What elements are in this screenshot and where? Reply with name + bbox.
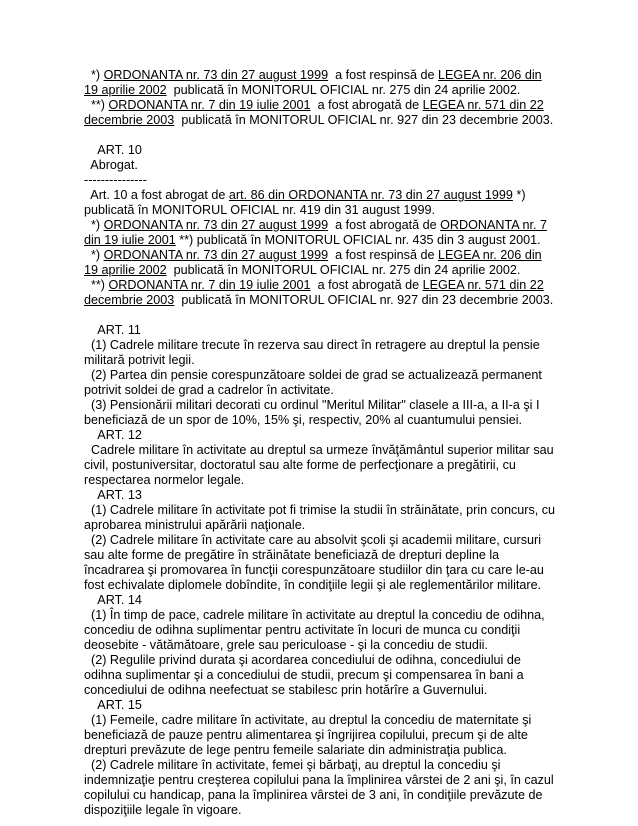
text-line bbox=[84, 578, 554, 593]
text-line bbox=[84, 638, 554, 653]
text-segment: Abrogat. bbox=[84, 158, 138, 172]
blank-line bbox=[84, 308, 554, 323]
text-segment: publicată în MONITORUL OFICIAL nr. 275 din 24 aprilie 2002. bbox=[166, 263, 521, 277]
text-segment: publicată în MONITORUL OFICIAL nr. 419 din 31 august 1999. bbox=[84, 203, 435, 217]
text-line bbox=[84, 113, 554, 128]
text-segment: ART. 15 bbox=[84, 698, 142, 712]
text-line bbox=[84, 248, 554, 263]
text-line bbox=[84, 98, 554, 113]
text-segment: *) bbox=[84, 218, 104, 232]
text-segment: ART. 13 bbox=[84, 488, 142, 502]
text-segment: --------------- bbox=[84, 173, 147, 187]
law-reference-link[interactable]: LEGEA nr. 571 din 22 bbox=[422, 278, 544, 292]
text-segment: **) bbox=[84, 98, 109, 112]
law-reference-link[interactable]: LEGEA nr. 571 din 22 bbox=[422, 98, 544, 112]
text-segment: ART. 14 bbox=[84, 593, 142, 607]
text-line bbox=[84, 518, 554, 533]
text-segment: concediului de odihna neefectuat se stabilesc prin hotărîre a Guvernului. bbox=[84, 683, 488, 697]
text-segment: deosebite - vătămătoare, grele sau periculoase - şi la concediu de studii. bbox=[84, 638, 488, 652]
text-line bbox=[84, 608, 554, 623]
text-line bbox=[84, 323, 554, 338]
text-segment: dispoziţiile legale în vigoare. bbox=[84, 803, 242, 817]
text-segment: copilului cu handicap, pana la împlinirea vârstei de 3 ani, în condiţiile prevăzute de bbox=[84, 788, 543, 802]
text-segment: Cadrele militare în activitate au dreptul sa urmeze învăţământul superior militar sau bbox=[84, 443, 554, 457]
text-segment: fost echivalate diplomele dobîndite, în condiţiile legii şi ale reglementărilor militare. bbox=[84, 578, 542, 592]
text-segment: (3) Pensionării militari decorati cu ordinul "Meritul Militar" clasele a III-a, a II-a şi I bbox=[84, 398, 540, 412]
law-reference-link[interactable]: ORDONANTA nr. 7 din 19 iulie 2001 bbox=[108, 98, 311, 112]
text-line bbox=[84, 788, 554, 803]
text-line bbox=[84, 563, 554, 578]
law-reference-link[interactable]: decembrie 2003 bbox=[84, 113, 175, 127]
text-segment: *) bbox=[84, 68, 104, 82]
text-segment: Art. 10 a fost abrogat de bbox=[84, 188, 229, 202]
text-line bbox=[84, 203, 554, 218]
text-line bbox=[84, 428, 554, 443]
text-line bbox=[84, 668, 554, 683]
law-reference-link[interactable]: LEGEA nr. 206 din bbox=[438, 68, 542, 82]
law-reference-link[interactable]: ORDONANTA nr. 73 din 27 august 1999 bbox=[103, 68, 329, 82]
law-reference-link[interactable]: ORDONANTA nr. 7 bbox=[440, 218, 547, 232]
text-segment: (2) Cadrele militare în activitate care au absolvit şcoli şi academii militare, cursuri bbox=[84, 533, 542, 547]
text-line bbox=[84, 293, 554, 308]
text-segment: (2) Partea din pensie corespunzătoare soldei de grad se actualizează permanent bbox=[84, 368, 542, 382]
text-segment: drepturi prevăzute de lege pentru femeile salariate din administraţia publica. bbox=[84, 743, 507, 757]
text-line bbox=[84, 698, 554, 713]
text-segment: publicată în MONITORUL OFICIAL nr. 927 din 23 decembrie 2003. bbox=[174, 113, 554, 127]
text-line bbox=[84, 218, 554, 233]
text-line bbox=[84, 233, 554, 248]
text-line bbox=[84, 413, 554, 428]
text-segment: (1) Cadrele militare în activitate pot fi trimise la studii în străinătate, prin concurs, cu bbox=[84, 503, 556, 517]
text-segment: ART. 10 bbox=[84, 143, 142, 157]
text-segment: indemnizaţie pentru creşterea copilului pana la împlinirea vârstei de 2 ani şi, în cazul bbox=[84, 773, 554, 787]
text-segment: (2) Regulile privind durata şi acordarea concediului de odihna, concediului de bbox=[84, 653, 521, 667]
text-segment: publicată în MONITORUL OFICIAL nr. 927 din 23 decembrie 2003. bbox=[174, 293, 554, 307]
text-line bbox=[84, 188, 554, 203]
text-segment: beneficiază de un spor de 10%, 15% şi, respectiv, 20% al cuantumului pensiei. bbox=[84, 413, 523, 427]
text-line bbox=[84, 503, 554, 518]
text-segment: (1) În timp de pace, cadrele militare în activitate au dreptul la concediu de odihna, bbox=[84, 608, 545, 622]
text-segment: sau alte forme de pregătire în străinătate beneficiază de drepturi depline la bbox=[84, 548, 500, 562]
law-reference-link[interactable]: LEGEA nr. 206 din bbox=[438, 248, 542, 262]
text-line bbox=[84, 533, 554, 548]
law-reference-link[interactable]: ORDONANTA nr. 73 din 27 august 1999 bbox=[103, 248, 329, 262]
text-line bbox=[84, 803, 554, 818]
text-line bbox=[84, 743, 554, 758]
text-segment: ART. 12 bbox=[84, 428, 142, 442]
text-line bbox=[84, 758, 554, 773]
document-body bbox=[84, 68, 554, 818]
text-line bbox=[84, 158, 554, 173]
text-segment: odihna suplimentar şi a concediului de studii, precum şi compensarea în bani a bbox=[84, 668, 524, 682]
text-line bbox=[84, 488, 554, 503]
text-segment: aprobarea ministrului apărării naţionale. bbox=[84, 518, 306, 532]
text-line bbox=[84, 263, 554, 278]
text-segment: publicată în MONITORUL OFICIAL nr. 275 din 24 aprilie 2002. bbox=[166, 83, 521, 97]
text-line bbox=[84, 623, 554, 638]
text-segment: militară potrivit legii. bbox=[84, 353, 195, 367]
text-line bbox=[84, 473, 554, 488]
text-line bbox=[84, 548, 554, 563]
law-reference-link[interactable]: decembrie 2003 bbox=[84, 293, 175, 307]
text-line bbox=[84, 443, 554, 458]
text-segment: *) bbox=[512, 188, 526, 202]
text-line bbox=[84, 278, 554, 293]
text-line bbox=[84, 173, 554, 188]
text-segment: (2) Cadrele militare în activitate, femei şi bărbaţi, au dreptul la concediu şi bbox=[84, 758, 501, 772]
text-line bbox=[84, 713, 554, 728]
text-segment: a fost abrogată de bbox=[310, 278, 423, 292]
text-segment: (1) Femeile, cadre militare în activitate, au dreptul la concediu de maternitate şi bbox=[84, 713, 532, 727]
text-line bbox=[84, 773, 554, 788]
text-segment: beneficiază de pauze pentru alimentarea şi îngrijirea copilului, precum şi de alte bbox=[84, 728, 528, 742]
text-segment: (1) Cadrele militare trecute în rezerva sau direct în retragere au dreptul la pensie bbox=[84, 338, 540, 352]
text-line bbox=[84, 593, 554, 608]
text-line bbox=[84, 68, 554, 83]
law-reference-link[interactable]: din 19 iulie 2001 bbox=[84, 233, 176, 247]
text-segment: ART. 11 bbox=[84, 323, 141, 337]
text-segment: respectarea normelor legale. bbox=[84, 473, 245, 487]
text-segment: a fost respinsă de bbox=[328, 68, 438, 82]
text-segment: *) bbox=[84, 248, 104, 262]
law-reference-link[interactable]: art. 86 din ORDONANTA nr. 73 din 27 august 1999 bbox=[228, 188, 513, 202]
text-line bbox=[84, 143, 554, 158]
text-line bbox=[84, 458, 554, 473]
text-segment: potrivit soldei de grad a cadrelor în activitate. bbox=[84, 383, 334, 397]
text-line bbox=[84, 728, 554, 743]
text-line bbox=[84, 383, 554, 398]
blank-line bbox=[84, 128, 554, 143]
law-reference-link[interactable]: ORDONANTA nr. 7 din 19 iulie 2001 bbox=[108, 278, 311, 292]
law-reference-link[interactable]: 19 aprilie 2002 bbox=[84, 83, 167, 97]
law-reference-link[interactable]: ORDONANTA nr. 73 din 27 august 1999 bbox=[103, 218, 329, 232]
text-line bbox=[84, 353, 554, 368]
text-segment: încadrarea şi promovarea în funcţii corespunzătoare studiilor din ţara cu care le-au bbox=[84, 563, 544, 577]
text-line bbox=[84, 398, 554, 413]
text-segment: a fost respinsă de bbox=[328, 248, 438, 262]
text-segment: concediu de odihna suplimentar pentru activitate în locuri de munca cu condiţii bbox=[84, 623, 521, 637]
text-segment: **) publicată în MONITORUL OFICIAL nr. 435 din 3 august 2001. bbox=[175, 233, 541, 247]
law-reference-link[interactable]: 19 aprilie 2002 bbox=[84, 263, 167, 277]
text-segment: civil, postuniversitar, doctoratul sau alte forme de perfecţionare a pregătirii, cu bbox=[84, 458, 516, 472]
text-segment: **) bbox=[84, 278, 109, 292]
text-line bbox=[84, 683, 554, 698]
text-line bbox=[84, 338, 554, 353]
text-line bbox=[84, 653, 554, 668]
text-segment: a fost abrogată de bbox=[328, 218, 441, 232]
text-line bbox=[84, 83, 554, 98]
text-line bbox=[84, 368, 554, 383]
text-segment: a fost abrogată de bbox=[310, 98, 423, 112]
